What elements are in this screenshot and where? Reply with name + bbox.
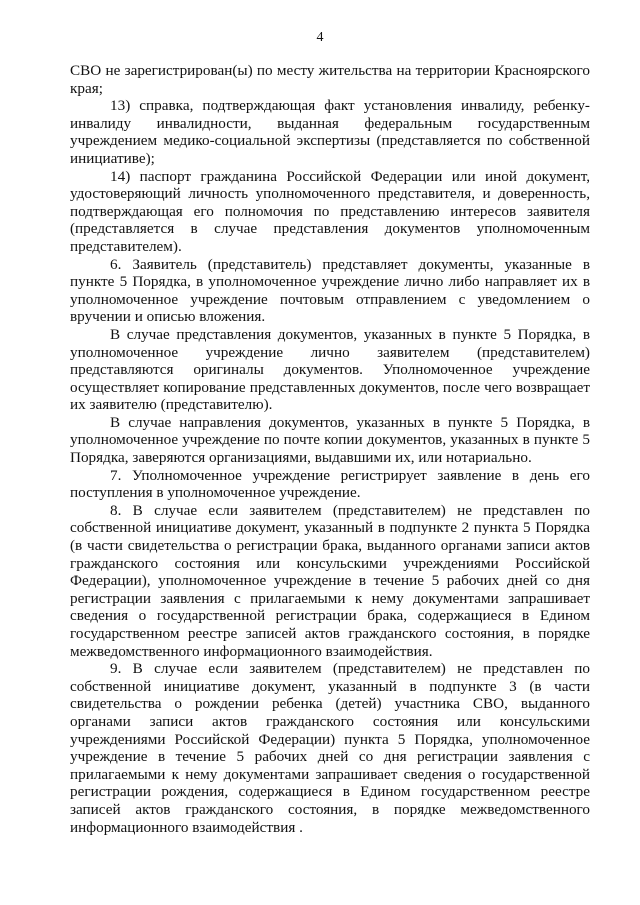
document-body [70,62,590,836]
paragraph-svo-registration: СВО не зарегистрирован(ы) по месту жительства на территории Красноярского края; [70,62,590,97]
paragraph-clause-6: 6. Заявитель (представитель) представляет документы, указанные в пункте 5 Порядка, в уполномоченное учреждение лично либо направляет их в уполномоченное учреждение почтовым отправлением с уведомлением о вручении и описью вложения. [70,255,590,326]
page-number: 4 [316,30,324,45]
paragraph-item-14: 14) паспорт гражданина Российской Федерации или иной документ, удостоверяющий личность уполномоченного представителя, и доверенность, подтверждающая его полномочия по представлению интересов заявителя (представляется в случае представления документов уполномоченным представителем). [70,167,590,255]
paragraph-personal-submission: В случае представления документов, указанных в пункте 5 Порядка, в уполномоченное учреждение лично заявителем (представителем) представляются оригиналы документов. Уполномоченное учреждение осуществляет копирование представленных документов, после чего возвращает их заявителю (представителю). [70,325,590,414]
paragraph-postal-submission: В случае направления документов, указанных в пункте 5 Порядка, в уполномоченное учреждение по почте копии документов, указанных в пункте 5 Порядка, заверяются организациями, выдавшими их, или нотариально. [70,413,590,467]
paragraph-clause-8: 8. В случае если заявителем (представителем) не представлен по собственной инициативе документ, указанный в подпункте 2 пункта 5 Порядка (в части свидетельства о регистрации брака, выданного органами записи актов гражданского состояния или консульскими учреждениями Российской Федерации), уполномоченное учреждение в течение 5 рабочих дней со дня регистрации заявления с прилагаемыми к нему документами запрашивает сведения о государственной регистрации брака, содержащиеся в Едином государственном реестре записей актов гражданского состояния, в порядке межведомственного информационного взаимодействия. [70,501,590,660]
paragraph-clause-9: 9. В случае если заявителем (представителем) не представлен по собственной инициативе документ, указанный в подпункте 3 (в части свидетельства о рождении ребенка (детей) участника СВО, выданного органами записи актов гражданского состояния или консульскими учреждениями Российской Федерации) пункта 5 Порядка, уполномоченное учреждение в течение 5 рабочих дней со дня регистрации заявления с прилагаемыми к нему документами запрашивает сведения о государственной регистрации рождения, содержащиеся в Едином государственном реестре записей актов гражданского состояния, в порядке межведомственного информационного взаимодействия . [70,660,590,836]
paragraph-item-13: 13) справка, подтверждающая факт установления инвалиду, ребенку-инвалиду инвалидности, выданная федеральным государственным учреждением медико-социальной экспертизы (представляется по собственной инициативе); [70,97,590,167]
paragraph-clause-7: 7. Уполномоченное учреждение регистрирует заявление в день его поступления в уполномоченное учреждение. [70,466,590,502]
